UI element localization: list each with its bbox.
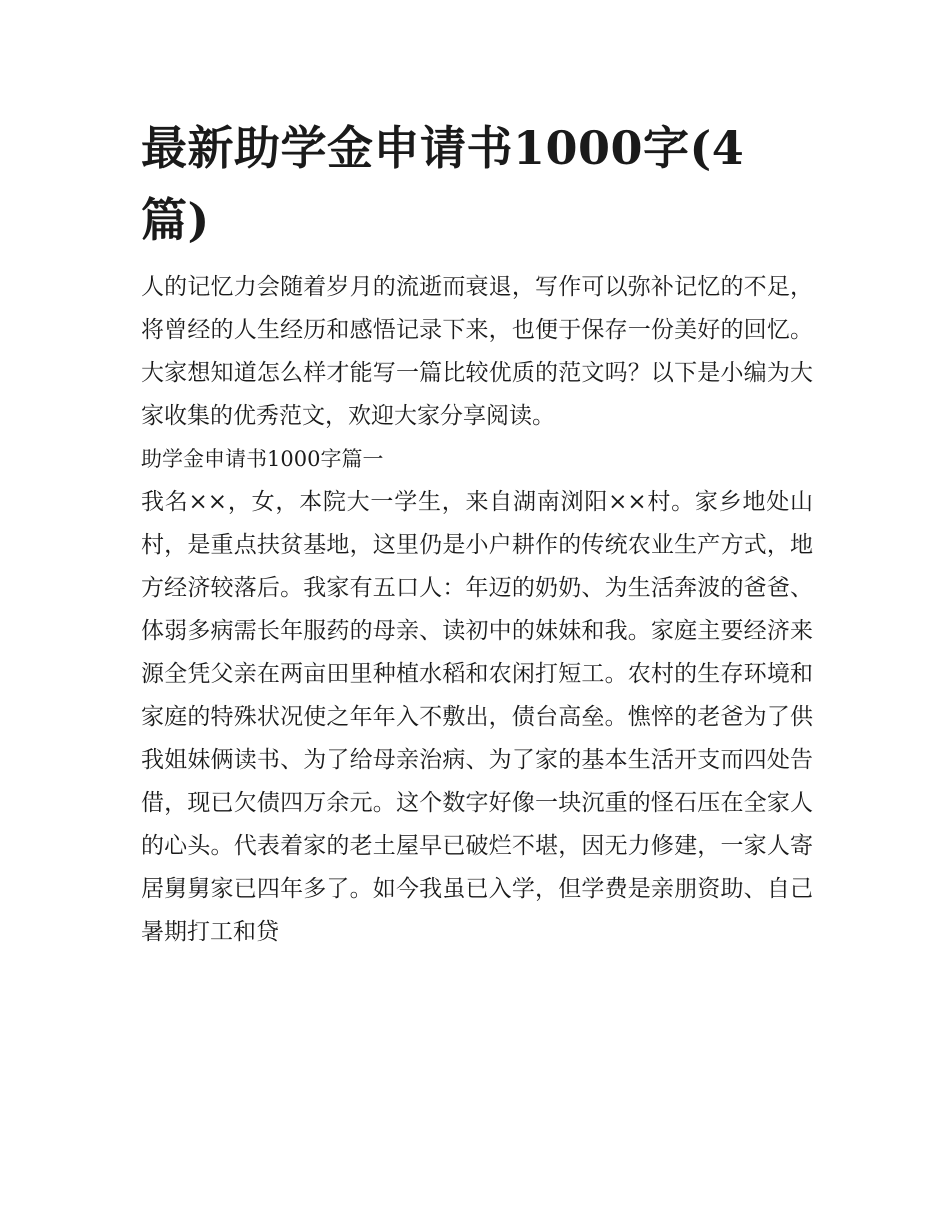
document-content xyxy=(141,112,813,954)
document-title: 最新助学金申请书1000字(4篇) xyxy=(141,121,745,247)
intro-paragraph: 人的记忆力会随着岁月的流逝而衰退，写作可以弥补记忆的不足，将曾经的人生经历和感悟记录下来，也便于保存一份美好的回忆。大家想知道怎么样才能写一篇比较优质的范文吗？以下是小编为大家收集的优秀范文，欢迎大家分享阅读。 xyxy=(141,274,813,429)
document-body xyxy=(141,266,813,954)
body-paragraph: 我名××，女，本院大一学生，来自湖南浏阳××村。家乡地处山村，是重点扶贫基地，这里仍是小户耕作的传统农业生产方式，地方经济较落后。我家有五口人：年迈的奶奶、为生活奔波的爸爸、体弱多病需长年服药的母亲、读初中的妹妹和我。家庭主要经济来源全凭父亲在两亩田里种植水稻和农闲打短工。农村的生存环境和家庭的特殊状况使之年年入不敷出，债台高垒。憔悴的老爸为了供我姐妹俩读书、为了给母亲治病、为了家的基本生活开支而四处告借，现已欠债四万余元。这个数字好像一块沉重的怪石压在全家人的心头。代表着家的老土屋早已破烂不堪，因无力修建，一家人寄居舅舅家已四年多了。如今我虽已入学，但学费是亲朋资助、自己暑期打工和贷 xyxy=(141,489,813,945)
section-heading: 助学金申请书1000字篇一 xyxy=(141,447,384,471)
